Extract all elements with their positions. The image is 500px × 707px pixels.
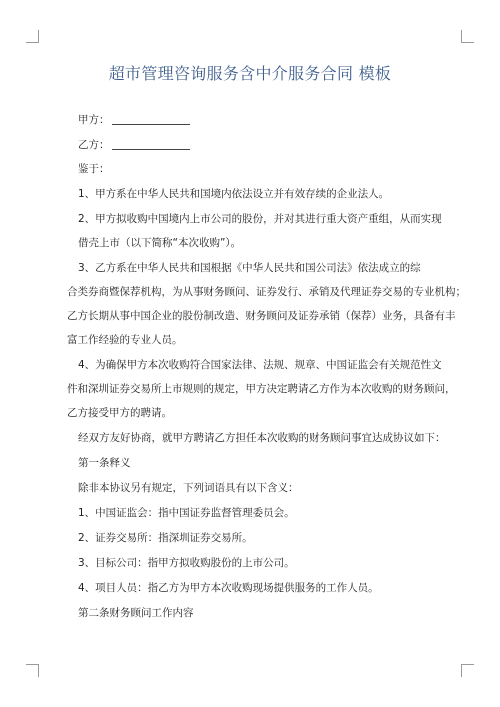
definition-3: 3、目标公司：指甲方拟收购股份的上市公司。: [78, 557, 295, 569]
whereas-clause-2-line-2: 借壳上市（以下简称“本次收购”）。: [78, 237, 242, 249]
article-2-title: 第二条财务顾问工作内容: [78, 607, 194, 619]
party-a-line: [78, 112, 438, 126]
party-b-label: 乙方：: [78, 139, 110, 151]
party-b-line: [78, 137, 438, 151]
whereas-clause-2-line-1: 2、甲方拟收购中国境内上市公司的股份，并对其进行重大资产重组，从而实现: [78, 213, 442, 225]
page-corner-mark-bottom-left: [26, 664, 39, 677]
definition-1: 1、中国证监会：指中国证券监督管理委员会。: [78, 507, 295, 519]
article-1-title: 第一条释义: [78, 457, 131, 469]
whereas-clause-4-line-1: 4、为确保甲方本次收购符合国家法律、法规、规章、中国证监会有关规范性文: [78, 359, 442, 371]
whereas-clause-4-line-2: 件和深圳证券交易所上市规则的规定，甲方决定聘请乙方作为本次收购的财务顾问，: [67, 383, 456, 395]
page-corner-mark-top-right: [461, 30, 474, 43]
whereas-clause-4-line-3: 乙方接受甲方的聘请。: [67, 407, 172, 419]
party-a-blank[interactable]: [112, 112, 190, 125]
definition-2: 2、证券交易所：指深圳证券交易所。: [78, 532, 253, 544]
article-1-intro: 除非本协议另有规定，下列词语具有以下含义：: [78, 482, 299, 494]
whereas-clause-3-line-4: 富工作经验的专业人员。: [67, 334, 183, 346]
definition-4: 4、项目人员：指乙方为甲方本次收购现场提供服务的工作人员。: [78, 582, 379, 594]
party-b-blank[interactable]: [112, 137, 190, 150]
document-title: 超市管理咨询服务含中介服务合同 模板: [108, 64, 392, 83]
document-body: [67, 112, 466, 620]
whereas-clause-3-line-3: 乙方长期从事中国企业的股份制改造、财务顾问及证券承销（保荐）业务，具备有丰: [67, 310, 456, 322]
whereas-label: 鉴于：: [78, 163, 110, 175]
page-corner-mark-top-left: [26, 30, 39, 43]
page-corner-mark-bottom-right: [461, 664, 474, 677]
agreement-intro: 经双方友好协商，就甲方聘请乙方担任本次收购的财务顾问事宜达成协议如下：: [78, 432, 446, 444]
whereas-clause-1: 1、甲方系在中华人民共和国境内依法设立并有效存续的企业法人。: [78, 188, 390, 200]
whereas-clause-3-line-1: 3、乙方系在中华人民共和国根据《中华人民共和国公司法》依法成立的综: [78, 262, 421, 274]
party-a-label: 甲方：: [78, 114, 110, 126]
whereas-clause-3-line-2: 合类券商暨保荐机构，为从事财务顾问、证券发行、承销及代理证券交易的专业机构；: [67, 286, 466, 298]
